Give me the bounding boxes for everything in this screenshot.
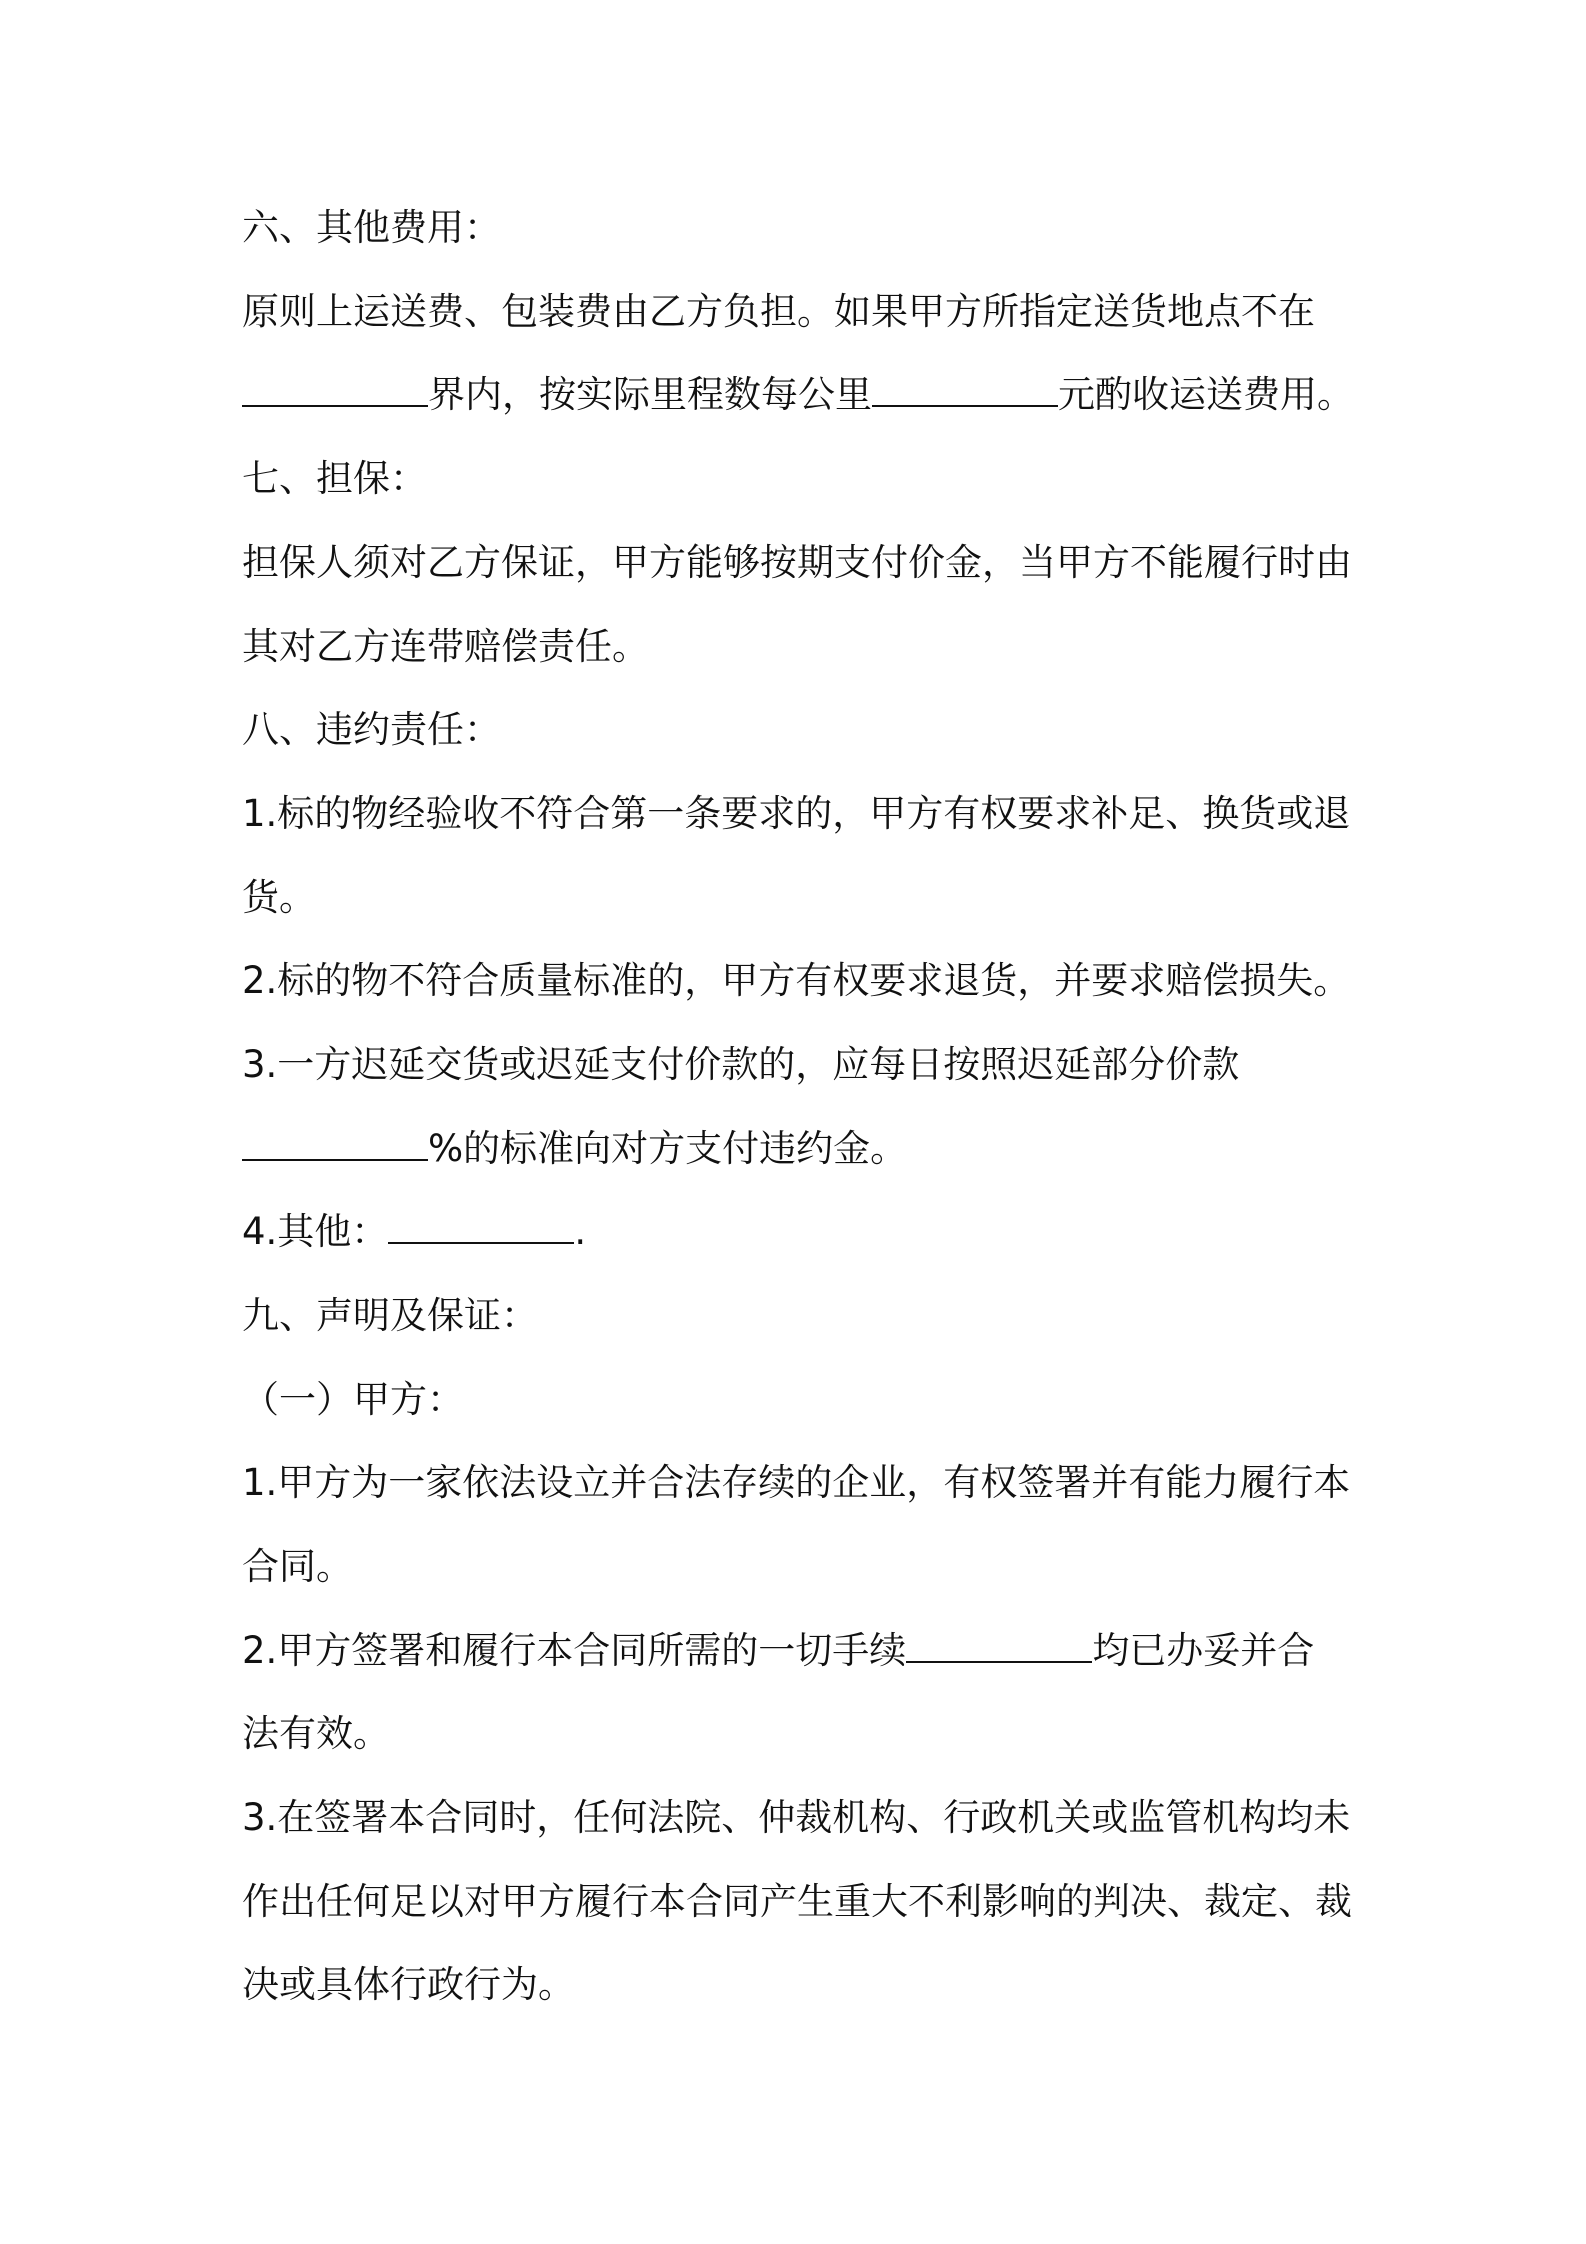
- paragraph-line: 3.在签署本合同时，任何法院、仲裁机构、行政机关或监管机构均未: [242, 1796, 1351, 1839]
- paragraph-line: 其对乙方连带赔偿责任。: [242, 625, 649, 668]
- paragraph-line: 货。: [242, 876, 316, 919]
- section-8-heading: 八、违约责任：: [242, 708, 501, 751]
- paragraph-line: 4.其他： .: [242, 1210, 587, 1253]
- paragraph-line: 2.甲方签署和履行本合同所需的一切手续 均已办妥并合: [242, 1629, 1315, 1672]
- subsection-heading: （一）甲方：: [242, 1378, 464, 1421]
- fill-blank: [388, 1208, 574, 1244]
- paragraph-line: 原则上运送费、包装费由乙方负担。如果甲方所指定送货地点不在: [242, 290, 1315, 333]
- paragraph-line: 决或具体行政行为。: [242, 1963, 575, 2006]
- paragraph-line: 法有效。: [242, 1712, 390, 1755]
- paragraph-line: %的标准向对方支付违约金。: [242, 1124, 907, 1174]
- paragraph-line: 1.标的物经验收不符合第一条要求的，甲方有权要求补足、换货或退: [242, 792, 1351, 835]
- paragraph-line: 担保人须对乙方保证，甲方能够按期支付价金，当甲方不能履行时由: [242, 541, 1352, 584]
- paragraph-line: 作出任何足以对甲方履行本合同产生重大不利影响的判决、裁定、裁: [242, 1880, 1352, 1923]
- section-9-heading: 九、声明及保证：: [242, 1294, 538, 1337]
- fill-blank: [242, 1125, 428, 1161]
- fill-blank: [906, 1627, 1092, 1663]
- paragraph-line: 3.一方迟延交货或迟延支付价款的，应每日按照迟延部分价款: [242, 1043, 1240, 1086]
- paragraph-line: 界内，按实际里程数每公里 元酌收运送费用。: [242, 370, 1354, 420]
- section-6-heading: 六、其他费用：: [242, 206, 501, 249]
- paragraph-line: 1.甲方为一家依法设立并合法存续的企业，有权签署并有能力履行本: [242, 1461, 1351, 1504]
- paragraph-line: 合同。: [242, 1545, 353, 1588]
- paragraph-line: 2.标的物不符合质量标准的，甲方有权要求退货，并要求赔偿损失。: [242, 959, 1351, 1002]
- section-7-heading: 七、担保：: [242, 457, 427, 500]
- fill-blank: [872, 371, 1058, 407]
- fill-blank: [242, 371, 428, 407]
